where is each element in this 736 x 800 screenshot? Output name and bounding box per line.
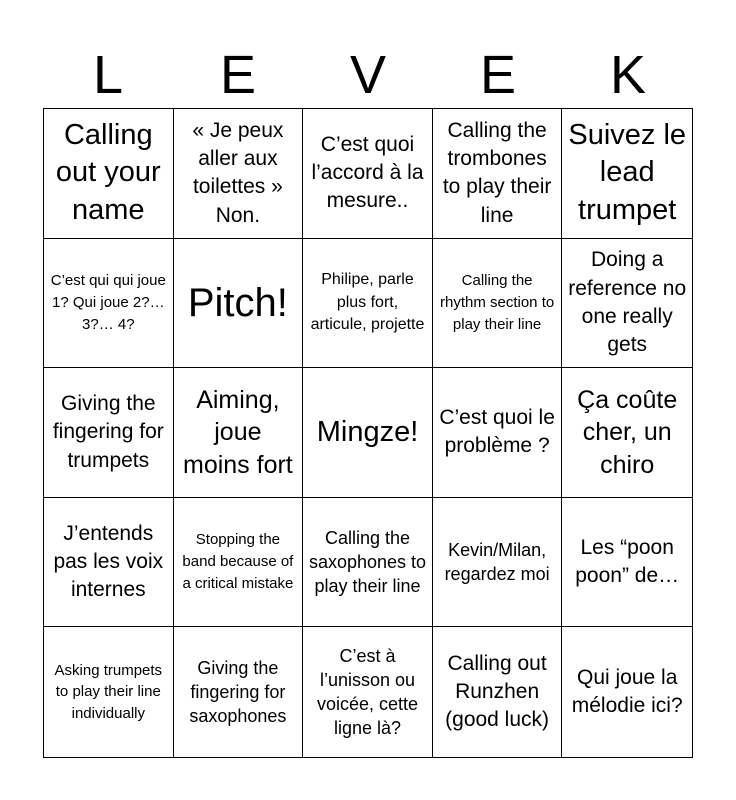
bingo-cell[interactable] — [433, 498, 563, 628]
bingo-cell[interactable] — [44, 109, 174, 239]
bingo-cell[interactable] — [174, 109, 304, 239]
cell-text: Pitch! — [187, 280, 288, 325]
bingo-header — [43, 44, 693, 106]
cell-text: Giving the fingering for trumpets — [52, 391, 164, 472]
bingo-cell[interactable] — [433, 368, 563, 498]
header-letter-e2: E — [479, 45, 517, 105]
bingo-cell[interactable] — [174, 368, 304, 498]
cell-text: J’entends pas les voix internes — [53, 521, 164, 602]
bingo-cell[interactable] — [44, 239, 174, 369]
cell-text: Les “poon poon” de… — [575, 535, 680, 588]
bingo-cell[interactable] — [433, 627, 563, 757]
bingo-cell[interactable] — [303, 368, 433, 498]
cell-text: C’est quoi l’accord à la mesure.. — [311, 132, 424, 213]
bingo-cell[interactable] — [562, 109, 692, 239]
cell-text: Mingze! — [316, 415, 419, 448]
bingo-cell[interactable] — [562, 239, 692, 369]
cell-text: C’est quoi le problème ? — [439, 406, 555, 458]
cell-text: Giving the fingering for saxophones — [189, 657, 287, 727]
header-letter-e1: E — [219, 45, 257, 105]
bingo-cell[interactable] — [44, 368, 174, 498]
cell-text: Calling the rhythm section to play their line — [439, 272, 555, 333]
bingo-cell[interactable] — [303, 498, 433, 628]
cell-text: « Je peux aller aux toilettes » Non. — [192, 118, 284, 227]
bingo-cell[interactable] — [303, 239, 433, 369]
bingo-cell[interactable] — [44, 498, 174, 628]
bingo-cell[interactable] — [562, 627, 692, 757]
bingo-cell[interactable] — [174, 498, 304, 628]
bingo-cell[interactable] — [433, 109, 563, 239]
cell-text: C’est qui qui joue 1? Qui joue 2?… 3?… 4? — [50, 272, 166, 333]
cell-text: Asking trumpets to play their line individually — [54, 661, 163, 723]
cell-text: Calling out your name — [55, 118, 161, 227]
cell-text: C’est à l’unisson ou voicée, cette ligne là? — [316, 645, 419, 739]
cell-text: Stopping the band because of a critical mistake — [182, 531, 294, 592]
cell-text: Kevin/Milan, regardez moi — [444, 539, 550, 585]
bingo-cell[interactable] — [174, 239, 304, 369]
bingo-cell[interactable] — [174, 627, 304, 757]
bingo-cell[interactable] — [303, 109, 433, 239]
cell-text: Ça coûte cher, un chiro — [577, 385, 678, 479]
cell-text: Suivez le lead trumpet — [568, 118, 687, 227]
bingo-cell[interactable] — [303, 627, 433, 757]
bingo-cell[interactable] — [562, 498, 692, 628]
cell-text: Philipe, parle plus fort, articule, projette — [310, 271, 425, 334]
cell-text: Calling the trombones to play their line — [442, 118, 552, 227]
bingo-board — [43, 108, 693, 758]
bingo-cell[interactable] — [562, 368, 692, 498]
header-letter-l: L — [92, 45, 124, 105]
cell-text: Qui joue la mélodie ici? — [571, 665, 683, 718]
cell-text: Calling out Runzhen (good luck) — [445, 651, 550, 732]
cell-text: Calling the saxophones to play their line — [308, 527, 427, 597]
cell-text: Doing a reference no one really gets — [568, 248, 687, 357]
bingo-cell[interactable] — [433, 239, 563, 369]
header-letter-v: V — [349, 45, 387, 105]
cell-text: Aiming, joue moins fort — [183, 385, 293, 479]
header-letter-k: K — [609, 45, 647, 105]
bingo-cell[interactable] — [44, 627, 174, 757]
